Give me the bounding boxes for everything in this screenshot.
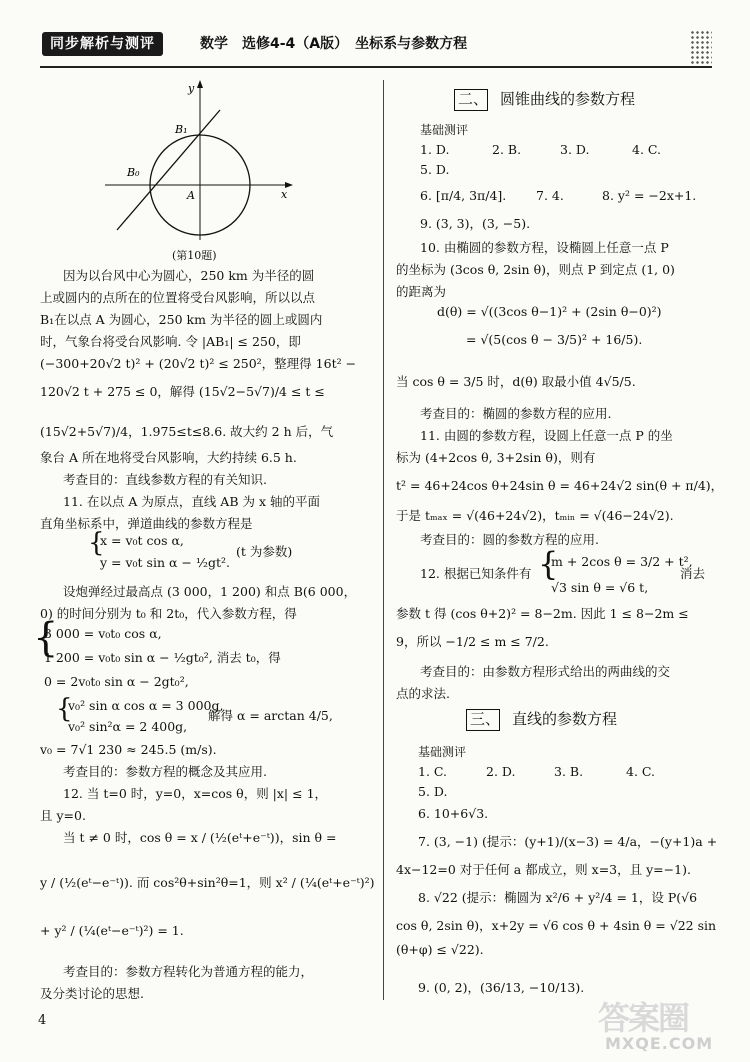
basic-test-label-2: 基础测评 <box>420 123 469 137</box>
right-p12-2: 参数 t 得 (cos θ+2)² = 8−2m. 因此 1 ≤ 8−2m ≤ <box>396 606 689 621</box>
ans2-2: 2. B. <box>492 142 522 157</box>
label-a: A <box>187 189 195 202</box>
section-2-number: 二、 <box>458 90 489 108</box>
right-aim-11: 考查目的：圆的参数方程的应用. <box>420 532 599 547</box>
left-p1-2: 上或圆内的点所在的位置将受台风影响，所以以点 <box>40 290 316 305</box>
right-p11-3: t² = 46+24cos θ+24sin θ = 46+24√2 sin(θ + π/4)， <box>396 478 724 493</box>
left-p11b-2: 0) 的时间分别为 t₀ 和 2t₀，代入参数方程，得 <box>40 606 297 621</box>
section-3-title: 直线的参数方程 <box>512 710 618 728</box>
left-aim-12-1: 考查目的：参数方程转化为普通方程的能力， <box>63 964 314 979</box>
right-p11-1: 11. 由圆的参数方程，设圆上任意一点 P 的坐 <box>420 428 673 443</box>
system-brace-1: { <box>88 528 105 558</box>
right-p10-5: = √(5(cos θ − 3/5)² + 16/5). <box>466 332 643 347</box>
right-p7-1: 7. (3, −1) (提示：(y+1)/(x−3) = 4/a，−(y+1)a + <box>418 834 718 849</box>
right-aim-10: 考查目的：椭圆的参数方程的应用. <box>420 406 612 421</box>
left-p1-3: B₁在以点 A 为圆心，250 km 为半径的圆上或圆内 <box>40 312 323 327</box>
left-p12-1: 12. 当 t=0 时，y=0，x=cos θ，则 |x| ≤ 1， <box>63 786 328 801</box>
ans2-7: 7. 4. <box>536 188 564 203</box>
ans2-6: 6. [π/4, 3π/4]. <box>420 188 507 203</box>
sys1-eq2: y = v₀t sin α − ½gt². <box>100 555 230 570</box>
left-p11-1: 11. 在以点 A 为原点，直线 AB 为 x 轴的平面 <box>63 494 320 509</box>
right-p10-4: d(θ) = √((3cos θ−1)² + (2sin θ−0)²) <box>437 304 662 319</box>
right-p11-2: 标为 (4+2cos θ, 3+2sin θ)，则有 <box>396 450 596 465</box>
right-p9: 9. (0, 2)，(36/13, −10/13). <box>418 980 585 995</box>
right-p8-3: (θ+φ) ≤ √22). <box>396 942 484 957</box>
left-p1-5: (−300+20√2 t)² + (20√2 t)² ≤ 250²，整理得 16t² − <box>40 356 357 371</box>
right-aim-12-2: 点的求法. <box>396 686 450 701</box>
left-p12-5: + y² / (¼(eᵗ−e⁻ᵗ)²) = 1. <box>40 923 184 938</box>
right-p12-3: 9，所以 −1/2 ≤ m ≤ 7/2. <box>396 634 549 649</box>
left-aim-10: 考查目的：直线参数方程的有关知识. <box>63 472 267 487</box>
ans2-5: 5. D. <box>420 162 450 177</box>
label-b1: B₁ <box>175 123 188 136</box>
header-title: 数学 选修4-4（A版） 坐标系与参数方程 <box>200 36 468 52</box>
ans3-2: 2. D. <box>486 764 516 779</box>
ans3-4: 4. C. <box>626 764 655 779</box>
right-p12-eliminate: 消去 <box>680 566 706 581</box>
system-brace-3: { <box>56 694 73 724</box>
sys1-eq1: x = v₀t cos α, <box>100 533 184 548</box>
ans2-3: 3. D. <box>560 142 590 157</box>
right-p12-1: 12. 根据已知条件有 <box>420 566 532 581</box>
system-brace-4: { <box>538 545 559 583</box>
header-rule <box>40 66 712 68</box>
right-p8-1: 8. √22 (提示：椭圆为 x²/6 + y²/4 = 1，设 P(√6 <box>418 890 698 905</box>
left-p12-3: 当 t ≠ 0 时，cos θ = x / (½(eᵗ+e⁻ᵗ))，sin θ = <box>63 830 337 845</box>
basic-test-label-3: 基础测评 <box>418 745 467 759</box>
book-badge: 同步解析与测评 <box>42 32 163 56</box>
left-p1-1: 因为以台风中心为圆心，250 km 为半径的圆 <box>63 268 315 283</box>
watermark-logo: 答案圈 <box>598 999 689 1037</box>
page-number: 4 <box>38 1013 47 1028</box>
ans3-6: 6. 10+6√3. <box>418 806 489 821</box>
sys3-result: 解得 α = arctan 4/5, <box>208 708 333 723</box>
sys2-eq3: 0 = 2v₀t₀ sin α − 2gt₀², <box>44 674 189 689</box>
left-p11b-1: 设炮弹经过最高点 (3 000，1 200) 和点 B(6 000， <box>63 584 357 599</box>
sys3-eq2: v₀² sin²α = 2 400g, <box>68 719 188 734</box>
ans3-5: 5. D. <box>418 784 448 799</box>
ans2-9: 9. (3, 3)，(3, −5). <box>420 216 531 231</box>
right-p12-eq2: √3 sin θ = √6 t, <box>551 580 649 595</box>
right-p10-1: 10. 由椭圆的参数方程，设椭圆上任意一点 P <box>420 240 669 255</box>
v0-result: v₀ = 7√1 230 ≈ 245.5 (m/s). <box>40 742 217 757</box>
sys2-eq1: 3 000 = v₀t₀ cos α, <box>44 626 162 641</box>
section-3-number: 三、 <box>470 710 501 728</box>
ans3-3: 3. B. <box>554 764 584 779</box>
ans2-1: 1. D. <box>420 142 450 157</box>
right-p10-3: 的距离为 <box>396 284 447 299</box>
left-p12-4: y / (½(eᵗ−e⁻ᵗ)). 而 cos²θ+sin²θ=1，则 x² / (¼(eᵗ+e⁻ᵗ)²) <box>40 875 375 890</box>
right-p10-2: 的坐标为 (3cos θ, 2sin θ)，则点 P 到定点 (1, 0) <box>396 262 675 277</box>
y-axis-arrow <box>197 80 203 88</box>
right-p8-2: cos θ, 2sin θ)，x+2y = √6 cos θ + 4sin θ = √22 sin <box>396 918 717 933</box>
section-2-title: 圆锥曲线的参数方程 <box>500 90 636 108</box>
ans2-8: 8. y² = −2x+1. <box>602 188 697 203</box>
sys1-note: (t 为参数) <box>236 544 293 559</box>
watermark-domain: MXQE.COM <box>605 1034 714 1053</box>
figure-caption: (第10题) <box>172 249 217 262</box>
ans3-1: 1. C. <box>418 764 447 779</box>
sys2-eq2: 1 200 = v₀t₀ sin α − ½gt₀², 消去 t₀，得 <box>44 650 281 665</box>
ans2-4: 4. C. <box>632 142 661 157</box>
label-b0: B₀ <box>127 166 140 179</box>
left-p11-2: 直角坐标系中，弹道曲线的参数方程是 <box>40 516 253 531</box>
sys3-eq1: v₀² sin α cos α = 3 000g, <box>68 698 224 713</box>
left-p1-4: 时，气象台将受台风影响. 令 |AB₁| ≤ 250，即 <box>40 334 301 349</box>
right-p11-4: 于是 tₘₐₓ = √(46+24√2)，tₘᵢₙ = √(46−24√2). <box>396 508 674 523</box>
system-brace-2: { <box>33 615 59 661</box>
left-p1-8: 象台 A 所在地将受台风影响，大约持续 6.5 h. <box>40 450 297 465</box>
right-p10-6: 当 cos θ = 3/5 时，d(θ) 取最小值 4√5/5. <box>396 374 636 389</box>
right-p7-2: 4x−12=0 对于任何 a 都成立，则 x=3，且 y=−1). <box>396 862 691 877</box>
right-aim-12-1: 考查目的：由参数方程形式给出的两曲线的交 <box>420 664 671 679</box>
left-p12-2: 且 y=0. <box>40 808 86 823</box>
label-x: x <box>281 188 288 201</box>
left-aim-12-2: 及分类讨论的思想. <box>40 986 144 1001</box>
right-p12-eq1: m + 2cos θ = 3/2 + t², <box>551 554 693 569</box>
left-p1-6: 120√2 t + 275 ≤ 0，解得 (15√2−5√7)/4 ≤ t ≤ <box>40 384 325 399</box>
column-divider <box>383 80 384 1000</box>
left-p1-7: (15√2+5√7)/4，1.975≤t≤8.6. 故大约 2 h 后，气 <box>40 424 334 439</box>
left-aim-11: 考查目的：参数方程的概念及其应用. <box>63 764 267 779</box>
figure-10-diagram <box>95 80 295 245</box>
header-dot-pattern <box>690 30 712 64</box>
label-y: y <box>188 82 195 95</box>
